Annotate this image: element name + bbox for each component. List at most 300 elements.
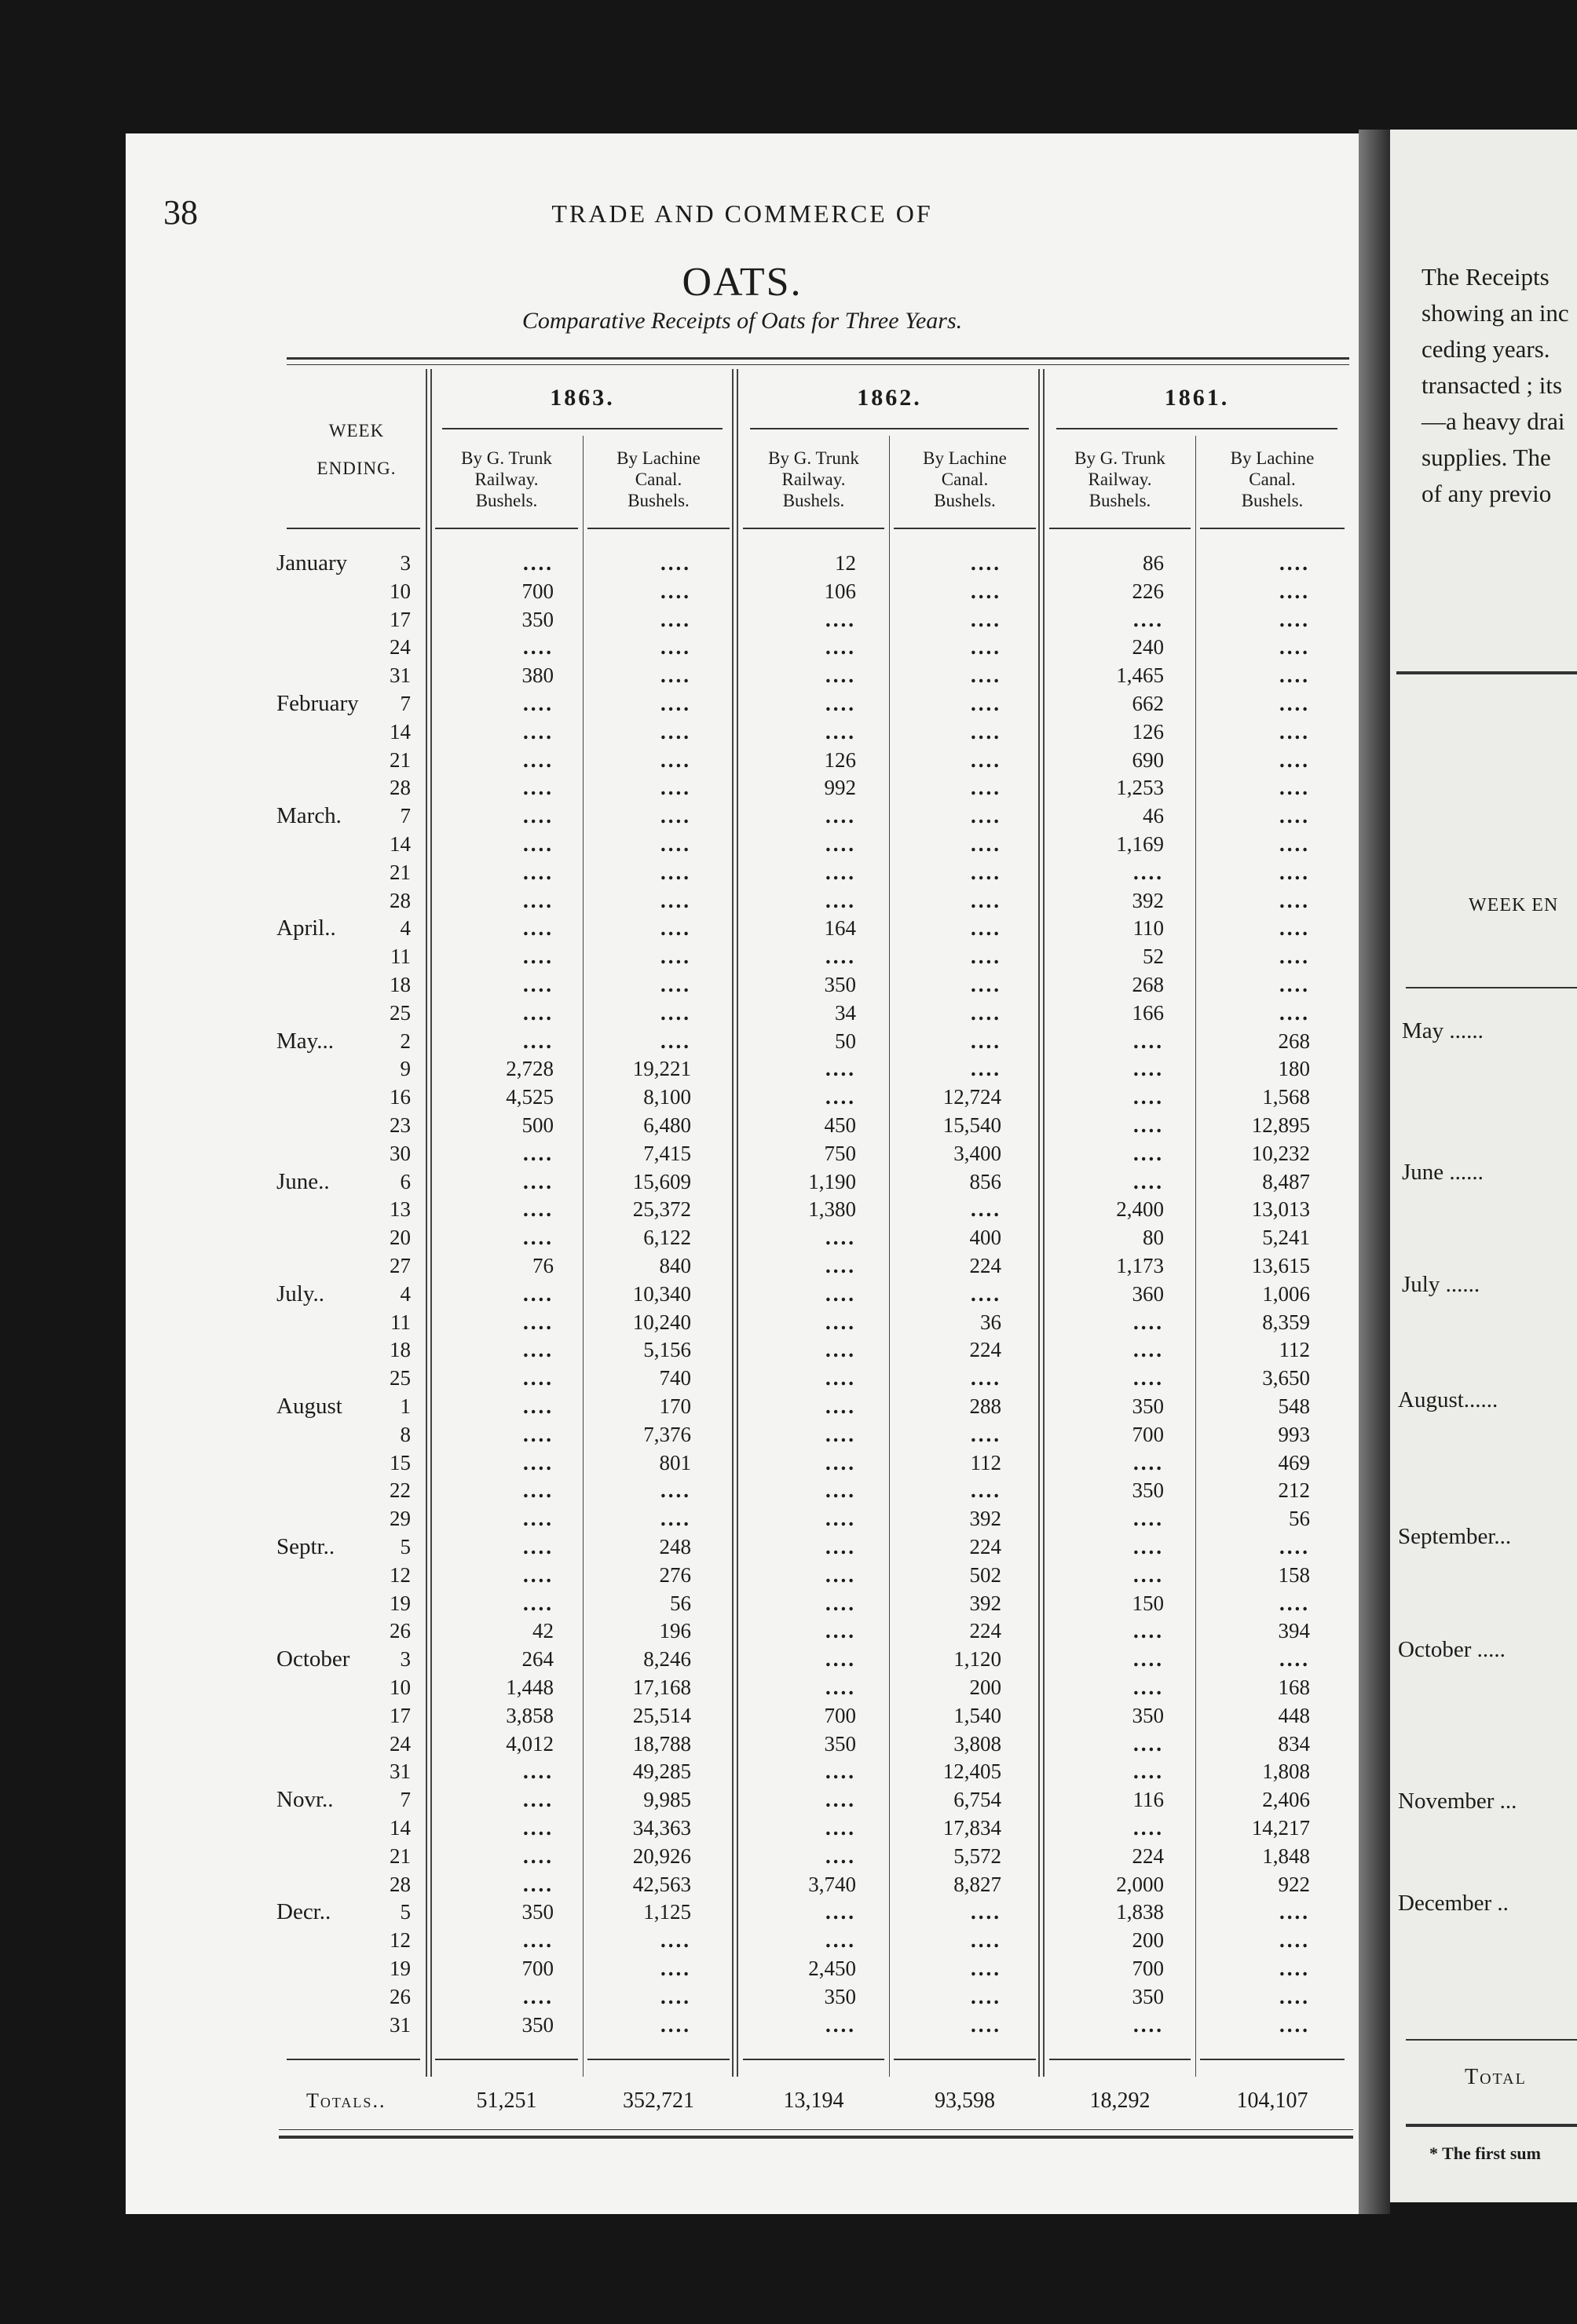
table-cell: .... [523, 1394, 554, 1418]
day-label: 2 [400, 1029, 411, 1053]
day-label: 28 [390, 889, 411, 912]
table-cell: 350 [824, 973, 856, 996]
table-cell: .... [523, 1451, 554, 1474]
table-cell: 116 [1132, 1788, 1164, 1811]
totals-rule [894, 2059, 1036, 2060]
table-cell: .... [825, 832, 856, 856]
table-cell: 350 [521, 608, 554, 631]
table-cell: 1,253 [1116, 776, 1164, 799]
table-cell: 2,400 [1116, 1197, 1164, 1221]
table-cell: 502 [969, 1563, 1001, 1587]
top-rule-thin [287, 364, 1349, 365]
day-label: 5 [400, 1535, 411, 1558]
table-cell: .... [971, 2013, 1001, 2037]
table-cell: 52 [1143, 945, 1164, 968]
table-cell: .... [1279, 1928, 1310, 1952]
table-cell: 34,363 [632, 1816, 691, 1840]
totals-value: 352,721 [623, 2088, 694, 2113]
table-cell: .... [1279, 945, 1310, 968]
table-cell: 20,926 [632, 1844, 691, 1868]
table-cell: .... [825, 1844, 856, 1868]
table-cell: 268 [1132, 973, 1164, 996]
table-cell: 350 [1132, 1704, 1164, 1727]
table-cell: .... [660, 1029, 691, 1053]
table-cell: 56 [670, 1591, 691, 1615]
table-cell: 112 [970, 1451, 1001, 1474]
month-label: February [276, 691, 359, 716]
table-cell: 288 [969, 1394, 1001, 1418]
month-label: January [276, 550, 348, 576]
table-cell: .... [825, 1057, 856, 1080]
table-cell: .... [825, 1619, 856, 1643]
table-cell: .... [660, 692, 691, 715]
table-cell: 15,540 [942, 1113, 1001, 1137]
month-label: June.. [276, 1169, 330, 1194]
table-cell: .... [523, 1873, 554, 1896]
table-cell: .... [971, 608, 1001, 631]
table-cell: 264 [521, 1647, 554, 1671]
table-cell: .... [523, 720, 554, 744]
day-label: 3 [400, 551, 411, 575]
header-bottom-rule-week [287, 528, 420, 529]
table-cell: .... [1133, 1816, 1164, 1840]
table-cell: .... [825, 945, 856, 968]
table-cell: 19,221 [632, 1057, 691, 1080]
table-cell: .... [523, 1478, 554, 1502]
table-cell: 2,728 [506, 1057, 554, 1080]
table-cell: .... [660, 776, 691, 799]
table-cell: .... [660, 861, 691, 884]
table-cell: 1,568 [1262, 1085, 1310, 1109]
header-bottom-rule [743, 528, 884, 529]
table-cell: 164 [824, 916, 856, 940]
table-cell: .... [1279, 861, 1310, 884]
day-label: 11 [390, 945, 411, 968]
day-label: 20 [390, 1226, 411, 1249]
table-cell: 8,359 [1262, 1310, 1310, 1334]
table-cell: .... [825, 804, 856, 828]
table-cell: 1,125 [643, 1900, 691, 1924]
table-cell: .... [1279, 720, 1310, 744]
table-cell: 400 [969, 1226, 1001, 1249]
table-cell: .... [971, 1928, 1001, 1952]
week-ending-header [287, 412, 426, 488]
table-cell: 350 [521, 1900, 554, 1924]
table-cell: .... [523, 945, 554, 968]
month-label: March. [276, 803, 342, 828]
day-label: 14 [390, 1816, 411, 1840]
table-cell: .... [971, 804, 1001, 828]
table-cell: 700 [824, 1704, 856, 1727]
table-cell: .... [1133, 1085, 1164, 1109]
week-ending-header-line: ENDING. [316, 459, 397, 478]
right-page-header-rule [1406, 987, 1577, 988]
table-cell: .... [825, 1928, 856, 1952]
table-cell: 548 [1278, 1394, 1310, 1418]
table-cell: .... [523, 1338, 554, 1361]
header-bottom-rule [435, 528, 578, 529]
column-header-line: By G. Trunk [768, 448, 859, 468]
table-cell: .... [971, 551, 1001, 575]
table-cell: 25,514 [632, 1704, 691, 1727]
table-cell: 12 [835, 551, 856, 575]
table-cell: .... [971, 1985, 1001, 2008]
table-cell: .... [1279, 579, 1310, 603]
table-cell: .... [971, 945, 1001, 968]
column-header-line: Canal. [941, 470, 989, 489]
right-page-month: July ...... [1402, 1272, 1480, 1297]
table-cell: 360 [1132, 1282, 1164, 1306]
table-cell: 8,827 [953, 1873, 1001, 1896]
table-cell: .... [825, 1478, 856, 1502]
table-cell: .... [523, 1563, 554, 1587]
right-page-month: June ...... [1402, 1160, 1484, 1185]
day-label: 9 [400, 1057, 411, 1080]
table-cell: .... [1133, 1619, 1164, 1643]
table-cell: 350 [824, 1985, 856, 2008]
table-cell: .... [825, 1394, 856, 1418]
right-page [1390, 130, 1577, 2202]
table-cell: .... [825, 1085, 856, 1109]
table-cell: .... [660, 2013, 691, 2037]
table-cell: 5,572 [953, 1844, 1001, 1868]
totals-rule [1200, 2059, 1345, 2060]
day-label: 7 [400, 692, 411, 715]
table-cell: 86 [1143, 551, 1164, 575]
table-cell: .... [1279, 2013, 1310, 2037]
table-cell: .... [1279, 1535, 1310, 1558]
table-cell: 212 [1278, 1478, 1310, 1502]
table-cell: .... [825, 1254, 856, 1277]
table-cell: 3,858 [506, 1704, 554, 1727]
table-cell: 7,415 [643, 1142, 691, 1165]
day-label: 29 [390, 1507, 411, 1530]
day-label: 7 [400, 804, 411, 828]
table-cell: .... [523, 1029, 554, 1053]
table-cell: .... [971, 1957, 1001, 1980]
table-cell: 840 [659, 1254, 691, 1277]
table-cell: .... [1279, 1957, 1310, 1980]
table-cell: 700 [1132, 1423, 1164, 1446]
table-cell: 196 [659, 1619, 691, 1643]
column-header [430, 448, 583, 511]
bottom-rule-thick [279, 2136, 1353, 2139]
top-rule-thick [287, 357, 1349, 360]
table-cell: .... [1279, 832, 1310, 856]
right-page-bottom-rule [1406, 2124, 1577, 2127]
table-cell: .... [971, 1366, 1001, 1390]
table-cell: .... [660, 748, 691, 772]
table-cell: .... [971, 1900, 1001, 1924]
right-page-line: supplies. The [1421, 444, 1551, 471]
table-cell: 380 [521, 663, 554, 687]
table-cell: .... [971, 748, 1001, 772]
table-cell: 9,985 [643, 1788, 691, 1811]
table-cell: 150 [1132, 1591, 1164, 1615]
table-cell: 18,788 [632, 1732, 691, 1756]
table-cell: .... [971, 1423, 1001, 1446]
right-page-month: December .. [1398, 1891, 1509, 1916]
table-cell: 392 [1132, 889, 1164, 912]
right-page-month: August...... [1398, 1387, 1498, 1412]
totals-rule [743, 2059, 884, 2060]
table-cell: 662 [1132, 692, 1164, 715]
day-label: 25 [390, 1001, 411, 1025]
table-cell: .... [825, 1226, 856, 1249]
table-cell: 2,000 [1116, 1873, 1164, 1896]
column-header-line: Bushels. [1089, 491, 1151, 510]
table-cell: .... [1279, 973, 1310, 996]
day-label: 25 [390, 1366, 411, 1390]
bottom-rule-thin [279, 2129, 1353, 2130]
table-cell: 1,380 [808, 1197, 856, 1221]
table-cell: 49,285 [632, 1759, 691, 1783]
day-label: 19 [390, 1957, 411, 1980]
table-cell: 36 [980, 1310, 1001, 1334]
day-label: 16 [390, 1085, 411, 1109]
table-cell: 500 [521, 1113, 554, 1137]
column-header-line: Bushels. [934, 491, 996, 510]
table-cell: .... [1133, 1029, 1164, 1053]
table-cell: .... [1133, 1563, 1164, 1587]
column-header-line: Railway. [781, 470, 846, 489]
table-cell: .... [523, 973, 554, 996]
table-cell: 166 [1132, 1001, 1164, 1025]
header-bottom-rule [1200, 528, 1345, 529]
column-header-line: Railway. [474, 470, 539, 489]
table-cell: 4,012 [506, 1732, 554, 1756]
table-cell: 112 [1279, 1338, 1310, 1361]
table-cell: .... [825, 1310, 856, 1334]
table-cell: .... [523, 1170, 554, 1193]
table-cell: .... [523, 1928, 554, 1952]
table-cell: .... [1133, 1675, 1164, 1699]
table-cell: 690 [1132, 748, 1164, 772]
table-cell: 700 [521, 579, 554, 603]
table-cell: .... [1133, 608, 1164, 631]
table-cell: .... [1279, 663, 1310, 687]
table-cell: 1,169 [1116, 832, 1164, 856]
table-cell: .... [1279, 804, 1310, 828]
table-cell: .... [523, 1423, 554, 1446]
totals-rule [587, 2059, 730, 2060]
vrule-week [426, 369, 427, 2077]
table-cell: 126 [824, 748, 856, 772]
table-cell: .... [523, 1985, 554, 2008]
column-header-line: Railway. [1088, 470, 1152, 489]
day-label: 30 [390, 1142, 411, 1165]
column-header-line: Bushels. [628, 491, 690, 510]
right-page-footnote: * The first sum [1429, 2143, 1541, 2163]
column-header [889, 448, 1041, 511]
column-header [1045, 448, 1195, 511]
day-label: 18 [390, 1338, 411, 1361]
table-cell: .... [523, 1507, 554, 1530]
table-cell: 12,724 [942, 1085, 1001, 1109]
table-cell: 5,241 [1262, 1226, 1310, 1249]
table-subtitle: Comparative Receipts of Oats for Three Years. [521, 308, 963, 334]
day-label: 21 [390, 1844, 411, 1868]
table-cell: 224 [1132, 1844, 1164, 1868]
day-label: 10 [390, 579, 411, 603]
table-cell: .... [523, 916, 554, 940]
day-label: 12 [390, 1563, 411, 1587]
table-cell: .... [825, 1282, 856, 1306]
table-cell: 1,006 [1262, 1282, 1310, 1306]
right-page-totals-rule [1406, 2039, 1577, 2041]
day-label: 31 [390, 1759, 411, 1783]
table-cell: .... [971, 1001, 1001, 1025]
right-page-month: October ..... [1398, 1637, 1506, 1662]
table-cell: .... [1279, 776, 1310, 799]
year-underline [1056, 428, 1337, 429]
table-cell: .... [971, 889, 1001, 912]
table-cell: 2,406 [1262, 1788, 1310, 1811]
day-label: 26 [390, 1985, 411, 2008]
week-ending-header-line: WEEK [328, 421, 385, 440]
table-cell: 750 [824, 1142, 856, 1165]
table-cell: 834 [1278, 1732, 1310, 1756]
table-cell: .... [660, 551, 691, 575]
table-cell: .... [660, 1957, 691, 1980]
table-cell: 126 [1132, 720, 1164, 744]
table-cell: .... [825, 635, 856, 659]
month-label: August [276, 1394, 342, 1419]
table-cell: 8,100 [643, 1085, 691, 1109]
table-cell: .... [1133, 1535, 1164, 1558]
table-cell: .... [523, 1788, 554, 1811]
table-cell: .... [825, 720, 856, 744]
table-cell: 3,400 [953, 1142, 1001, 1165]
day-label: 27 [390, 1254, 411, 1277]
table-cell: 1,848 [1262, 1844, 1310, 1868]
totals-rule-week [287, 2059, 420, 2060]
day-label: 17 [390, 608, 411, 631]
table-cell: .... [523, 1591, 554, 1615]
running-head: TRADE AND COMMERCE OF [551, 199, 933, 228]
table-cell: .... [971, 1478, 1001, 1502]
month-label: Septr.. [276, 1534, 335, 1559]
day-label: 5 [400, 1900, 411, 1924]
table-cell: .... [971, 663, 1001, 687]
table-title: OATS. [682, 260, 803, 305]
table-cell: 8,246 [643, 1647, 691, 1671]
table-cell: 350 [824, 1732, 856, 1756]
day-label: 31 [390, 663, 411, 687]
table-cell: .... [825, 1563, 856, 1587]
table-cell: .... [825, 1451, 856, 1474]
table-cell: 700 [521, 1957, 554, 1980]
month-label: July.. [276, 1281, 324, 1306]
table-cell: .... [660, 1985, 691, 2008]
table-cell: .... [1133, 1113, 1164, 1137]
table-cell: .... [1133, 861, 1164, 884]
table-cell: .... [1279, 1900, 1310, 1924]
day-label: 7 [400, 1788, 411, 1811]
table-cell: .... [825, 1759, 856, 1783]
totals-rule [435, 2059, 578, 2060]
column-header-line: Bushels. [475, 491, 538, 510]
table-cell: .... [825, 2013, 856, 2037]
day-label: 28 [390, 1873, 411, 1896]
totals-value: 51,251 [476, 2088, 537, 2113]
day-label: 14 [390, 720, 411, 744]
year-header: 1863. [550, 385, 615, 411]
table-cell: .... [971, 1029, 1001, 1053]
table-cell: .... [1279, 916, 1310, 940]
table-cell: .... [660, 832, 691, 856]
table-cell: .... [660, 973, 691, 996]
table-cell: 13,615 [1251, 1254, 1310, 1277]
table-cell: 801 [659, 1451, 691, 1474]
table-cell: 13,013 [1251, 1197, 1310, 1221]
table-cell: .... [1279, 635, 1310, 659]
table-cell: 200 [969, 1675, 1001, 1699]
table-cell: .... [825, 1423, 856, 1446]
table-cell: .... [1133, 1338, 1164, 1361]
table-cell: .... [1279, 1591, 1310, 1615]
table-cell: 180 [1278, 1057, 1310, 1080]
table-cell: .... [825, 663, 856, 687]
column-header-line: Bushels. [782, 491, 845, 510]
table-cell: .... [660, 663, 691, 687]
table-cell: 12,405 [942, 1759, 1001, 1783]
table-cell: .... [825, 1338, 856, 1361]
table-cell: 200 [1132, 1928, 1164, 1952]
table-cell: 15,609 [632, 1170, 691, 1193]
table-cell: .... [1279, 1001, 1310, 1025]
table-cell: 992 [824, 776, 856, 799]
totals-value: 104,107 [1236, 2088, 1308, 2113]
day-label: 24 [390, 1732, 411, 1756]
table-cell: .... [825, 1675, 856, 1699]
right-page-line: —a heavy drai [1421, 407, 1565, 435]
right-page-month: May ...... [1402, 1018, 1484, 1043]
table-cell: .... [1133, 1451, 1164, 1474]
table-cell: .... [971, 973, 1001, 996]
table-cell: 42 [532, 1619, 554, 1643]
table-cell: .... [523, 1142, 554, 1165]
table-cell: 350 [521, 2013, 554, 2037]
column-header-line: By G. Trunk [461, 448, 552, 468]
table-cell: .... [825, 1816, 856, 1840]
table-cell: .... [660, 916, 691, 940]
day-label: 17 [390, 1704, 411, 1727]
table-cell: .... [523, 861, 554, 884]
table-cell: 224 [969, 1338, 1001, 1361]
day-label: 14 [390, 832, 411, 856]
column-header [583, 448, 734, 511]
totals-label: Totals.. [306, 2089, 386, 2112]
table-cell: 170 [659, 1394, 691, 1418]
table-cell: .... [660, 720, 691, 744]
table-cell: .... [1133, 1507, 1164, 1530]
year-underline [750, 428, 1029, 429]
table-cell: .... [523, 832, 554, 856]
day-label: 11 [390, 1310, 411, 1334]
column-header-line: By Lachine [617, 448, 701, 468]
table-cell: .... [1279, 748, 1310, 772]
day-label: 21 [390, 861, 411, 884]
right-page-line: transacted ; its [1421, 371, 1563, 399]
right-page-line: The Receipts [1421, 263, 1550, 290]
table-cell: 922 [1278, 1873, 1310, 1896]
table-cell: .... [523, 1197, 554, 1221]
table-cell: .... [660, 1507, 691, 1530]
table-cell: .... [1133, 1759, 1164, 1783]
table-cell: .... [971, 776, 1001, 799]
header-bottom-rule [1049, 528, 1191, 529]
